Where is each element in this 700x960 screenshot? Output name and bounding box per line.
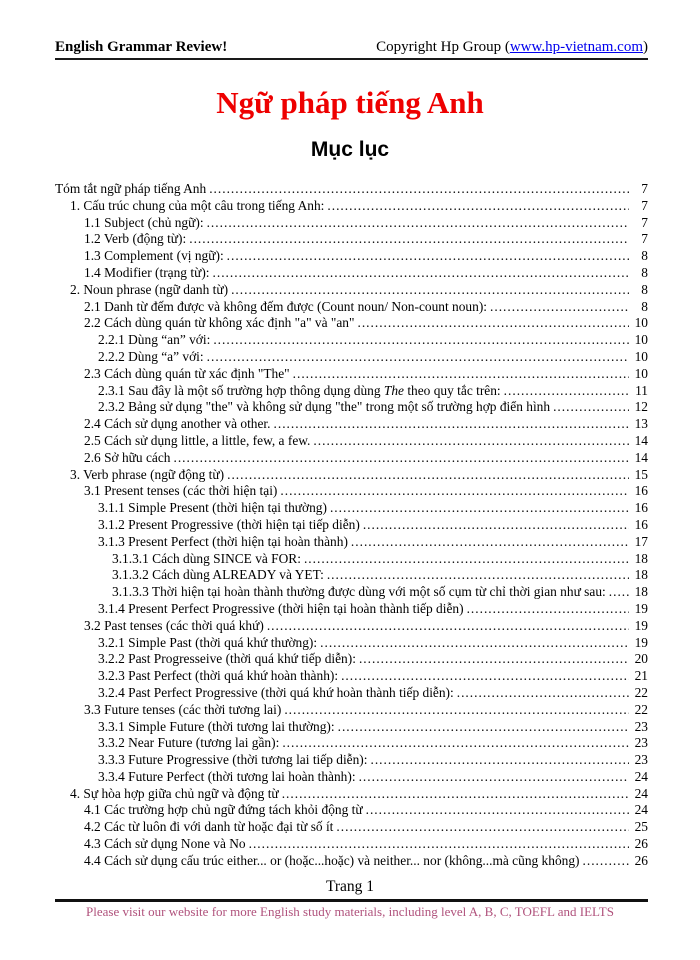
toc-entry[interactable] [55, 399, 648, 416]
toc-entry-text: 2.3 Cách dùng quán từ xác định "The" [84, 365, 290, 381]
toc-leader-dots [267, 618, 629, 635]
toc-entry[interactable] [55, 618, 648, 635]
toc-entry[interactable] [55, 735, 648, 752]
toc-page-number: 23 [634, 735, 648, 751]
toc-page-number: 14 [634, 449, 648, 465]
toc-leader-dots [282, 735, 629, 752]
toc-page-number: 7 [641, 197, 648, 213]
toc-page-number: 26 [634, 836, 648, 852]
toc-entry-text: 3.1.3.3 Thời hiện tại hoàn thành thường được dùng với một số cụm từ chỉ thời gian như sau: [112, 584, 606, 600]
toc-page-number: 18 [634, 567, 648, 583]
toc-entry[interactable] [55, 635, 648, 652]
toc-entry-text: 2.2 Cách dùng quán từ không xác định "a" và "an" [84, 315, 355, 331]
toc-entry[interactable] [55, 299, 648, 316]
toc-page-number: 20 [634, 651, 648, 667]
toc-leader-dots [341, 668, 629, 685]
toc-entry[interactable] [55, 534, 648, 551]
toc-entry-text: 3.3.2 Near Future (tương lai gần): [98, 735, 280, 751]
toc-leader-dots [313, 433, 629, 450]
toc-entry[interactable] [55, 769, 648, 786]
toc-entry-text: 2.6 Sở hữu cách [84, 449, 171, 465]
toc-page-number: 13 [634, 416, 648, 432]
toc-entry[interactable] [55, 349, 648, 366]
toc-entry[interactable] [55, 802, 648, 819]
toc-page-number: 8 [641, 264, 648, 280]
toc-entry[interactable] [55, 601, 648, 618]
toc-entry[interactable] [55, 416, 648, 433]
toc-leader-dots [207, 349, 629, 366]
toc-entry[interactable] [55, 332, 648, 349]
toc-page-number: 16 [634, 500, 648, 516]
toc-page-number: 24 [634, 768, 648, 784]
toc-entry-text: 4. Sự hòa hợp giữa chủ ngữ và động từ [70, 785, 279, 801]
toc-leader-dots [357, 315, 629, 332]
toc-leader-dots [320, 635, 629, 652]
toc-entry-text: 2.3.2 Bảng sử dụng "the" và không sử dụng "the" trong một số trường hợp điển hình [98, 399, 551, 415]
toc-page-number: 24 [634, 785, 648, 801]
toc-leader-dots [359, 651, 629, 668]
toc-leader-dots [583, 853, 630, 870]
toc-entry[interactable] [55, 467, 648, 484]
toc-entry-text: 4.4 Cách sử dụng cấu trúc either... or (hoặc...hoặc) và neither... nor (không...mà cũng không) [84, 852, 580, 868]
toc-entry-text: 3.1.3.2 Cách dùng ALREADY và YET: [112, 567, 324, 583]
toc-leader-dots [284, 702, 629, 719]
document-title: Ngữ pháp tiếng Anh [216, 85, 484, 120]
copyright-prefix: Copyright Hp Group ( [376, 39, 510, 55]
toc-leader-dots [213, 332, 629, 349]
toc-leader-dots [370, 752, 629, 769]
footer-note: Please visit our website for more English study materials, including level A, B, C, TOEFL and IELTS [86, 903, 614, 919]
toc-entry-text: Tóm tắt ngữ pháp tiếng Anh [55, 181, 207, 196]
toc-leader-dots [280, 483, 629, 500]
toc-entry[interactable] [55, 315, 648, 332]
toc-entry-text: 2.5 Cách sử dụng little, a little, few, a few. [84, 432, 311, 448]
toc-entry[interactable] [55, 719, 648, 736]
toc-page-number: 7 [641, 181, 648, 196]
toc-entry[interactable] [55, 231, 648, 248]
toc-leader-dots [274, 416, 629, 433]
toc-leader-dots [209, 181, 629, 198]
toc-heading: Mục lục [310, 138, 390, 161]
toc-entry-text: 1.3 Complement (vị ngữ): [84, 248, 224, 264]
toc-entry[interactable] [55, 567, 648, 584]
toc-entry-text: 3.3.1 Simple Future (thời tương lai thường): [98, 718, 335, 734]
header-rule [55, 58, 648, 60]
header-title: English Grammar Review! [55, 39, 228, 55]
toc-entry[interactable] [55, 668, 648, 685]
toc-entry[interactable] [55, 282, 648, 299]
toc-entry[interactable] [55, 752, 648, 769]
toc-entry-text: 2.2.2 Dùng “a” với: [98, 348, 204, 364]
toc-entry-text: 1. Cấu trúc chung của một câu trong tiếng Anh: [70, 197, 325, 213]
toc-page-number: 10 [634, 365, 648, 381]
toc-entry[interactable] [55, 584, 648, 601]
toc-leader-dots [327, 567, 629, 584]
toc-leader-dots [207, 215, 629, 232]
toc-page-number: 10 [634, 348, 648, 364]
toc-entry[interactable] [55, 836, 648, 853]
document-header [55, 38, 648, 56]
toc-leader-dots [553, 399, 629, 416]
toc-leader-dots [351, 534, 629, 551]
toc-entry-text: 1.4 Modifier (trạng từ): [84, 264, 210, 280]
toc-page-number: 23 [634, 718, 648, 734]
toc-leader-dots [363, 517, 629, 534]
toc-leader-dots [327, 198, 629, 215]
toc-entry[interactable] [55, 433, 648, 450]
toc-leader-dots [330, 500, 629, 517]
toc-entry-text: 1.2 Verb (động từ): [84, 231, 187, 247]
toc-entry[interactable] [55, 551, 648, 568]
toc-entry[interactable] [55, 500, 648, 517]
toc-entry-text: 3.1.1 Simple Present (thời hiện tại thường) [98, 500, 327, 516]
toc-page-number: 17 [634, 533, 648, 549]
toc-page-number: 11 [635, 382, 648, 398]
toc-entry[interactable] [55, 853, 648, 870]
toc-page-number: 10 [634, 332, 648, 348]
toc-leader-dots [173, 450, 629, 467]
toc-page-number: 7 [641, 231, 648, 247]
toc-page-number: 16 [634, 516, 648, 532]
toc-page-number: 18 [634, 550, 648, 566]
toc-entry[interactable] [55, 383, 648, 400]
toc-leader-dots [213, 265, 629, 282]
toc-entry-text: 3.1.4 Present Perfect Progressive (thời hiện tại hoàn thành tiếp diễn) [98, 600, 464, 616]
toc-page-number: 25 [634, 819, 648, 835]
toc-leader-dots [490, 299, 629, 316]
toc-entry-text: 2.3.1 Sau đây là một số trường hợp thông dụng dùng The theo quy tắc trên: [98, 382, 501, 398]
toc-leader-dots [231, 282, 629, 299]
toc-entry[interactable] [55, 685, 648, 702]
toc-page-number: 23 [634, 752, 648, 768]
toc-entry-text: 3.1.3.1 Cách dùng SINCE và FOR: [112, 550, 301, 566]
toc-entry-text: 3.3 Future tenses (các thời tương lai) [84, 701, 282, 717]
toc-entry[interactable] [55, 248, 648, 265]
website-link[interactable]: www.hp-vietnam.com [509, 39, 643, 55]
toc-page-number: 22 [634, 684, 648, 700]
toc-entry[interactable] [55, 517, 648, 534]
toc-entry-text: 3.2.3 Past Perfect (thời quá khứ hoàn thành): [98, 668, 339, 684]
toc-page-number: 15 [634, 466, 648, 482]
toc-entry-text: 4.3 Cách sử dụng None và No [84, 836, 246, 852]
toc-page-number: 19 [634, 634, 648, 650]
toc-entry[interactable] [55, 215, 648, 232]
toc-entry[interactable] [55, 702, 648, 719]
toc-page-number: 26 [634, 852, 648, 868]
toc-entry[interactable] [55, 786, 648, 803]
toc-entry[interactable] [55, 366, 648, 383]
toc-page-number: 7 [641, 214, 648, 230]
toc-entry[interactable] [55, 651, 648, 668]
toc-page-number: 12 [634, 399, 648, 415]
toc-entry-text: 3.2.1 Simple Past (thời quá khứ thường): [98, 634, 318, 650]
toc-entry-text: 3.3.4 Future Perfect (thời tương lai hoàn thành): [98, 768, 356, 784]
toc-entry-text: 1.1 Subject (chủ ngữ): [84, 214, 204, 230]
toc-entry-text: 4.2 Các từ luôn đi với danh từ hoặc đại từ số ít [84, 819, 334, 835]
toc-page-number: 8 [641, 281, 648, 297]
toc-leader-dots [227, 248, 629, 265]
toc-entry[interactable] [55, 483, 648, 500]
toc-leader-dots [359, 769, 629, 786]
toc-leader-dots [336, 819, 629, 836]
copyright-suffix: ) [643, 39, 648, 55]
toc-leader-dots [338, 719, 629, 736]
toc-leader-dots [467, 601, 629, 618]
toc-page-number: 21 [634, 668, 648, 684]
toc-entry-text: 3.1 Present tenses (các thời hiện tại) [84, 483, 278, 499]
toc-page-number: 8 [641, 298, 648, 314]
toc-page-number: 8 [641, 248, 648, 264]
toc-entry-text: 3. Verb phrase (ngữ động từ) [70, 466, 225, 482]
toc-page-number: 24 [634, 802, 648, 818]
toc-entry-text: 3.3.3 Future Progressive (thời tương lai tiếp diễn): [98, 752, 368, 768]
toc-entry-text: 3.2.4 Past Perfect Progressive (thời quá khứ hoàn thành tiếp diễn): [98, 684, 454, 700]
toc-entry[interactable] [55, 450, 648, 467]
toc-entry-text: 2. Noun phrase (ngữ danh từ) [70, 281, 229, 297]
toc-entry-text: 3.2.2 Past Progresseive (thời quá khứ tiếp diễn): [98, 651, 356, 667]
toc-leader-dots [249, 836, 629, 853]
toc-leader-dots [227, 467, 629, 484]
toc-entry-text: 2.2.1 Dùng “an” với: [98, 332, 211, 348]
toc-page-number: 19 [634, 600, 648, 616]
toc-entry-text: 4.1 Các trường hợp chủ ngữ đứng tách khỏi động từ [84, 802, 363, 818]
toc-page-number: 14 [634, 432, 648, 448]
page-number: Trang 1 [325, 877, 375, 895]
toc-entry-text: 2.4 Cách sử dụng another và other. [84, 416, 271, 432]
toc-page-number: 18 [634, 584, 648, 600]
toc-page-number: 22 [634, 701, 648, 717]
toc-leader-dots [304, 551, 629, 568]
toc-leader-dots [504, 383, 629, 400]
toc-entry[interactable] [55, 198, 648, 215]
toc-entry[interactable] [55, 819, 648, 836]
toc-page-number: 16 [634, 483, 648, 499]
footer-rule [55, 899, 648, 902]
toc-page-number: 19 [634, 617, 648, 633]
toc-leader-dots [293, 366, 629, 383]
toc-leader-dots [609, 584, 629, 601]
toc-entry-text: 2.1 Danh từ đếm được và không đếm được (Count noun/ Non-count noun): [84, 298, 488, 314]
copyright-text [376, 38, 648, 56]
toc-leader-dots [366, 802, 629, 819]
toc-entry-text: 3.1.2 Present Progressive (thời hiện tại tiếp diễn) [98, 516, 360, 532]
toc-leader-dots [457, 685, 629, 702]
toc-leader-dots [282, 786, 629, 803]
toc-entry[interactable] [55, 181, 648, 198]
table-of-contents [55, 181, 648, 870]
toc-entry-text: 3.2 Past tenses (các thời quá khứ) [84, 617, 264, 633]
toc-page-number: 10 [634, 315, 648, 331]
toc-entry[interactable] [55, 265, 648, 282]
toc-leader-dots [189, 231, 629, 248]
toc-entry-text: 3.1.3 Present Perfect (thời hiện tại hoàn thành) [98, 533, 348, 549]
